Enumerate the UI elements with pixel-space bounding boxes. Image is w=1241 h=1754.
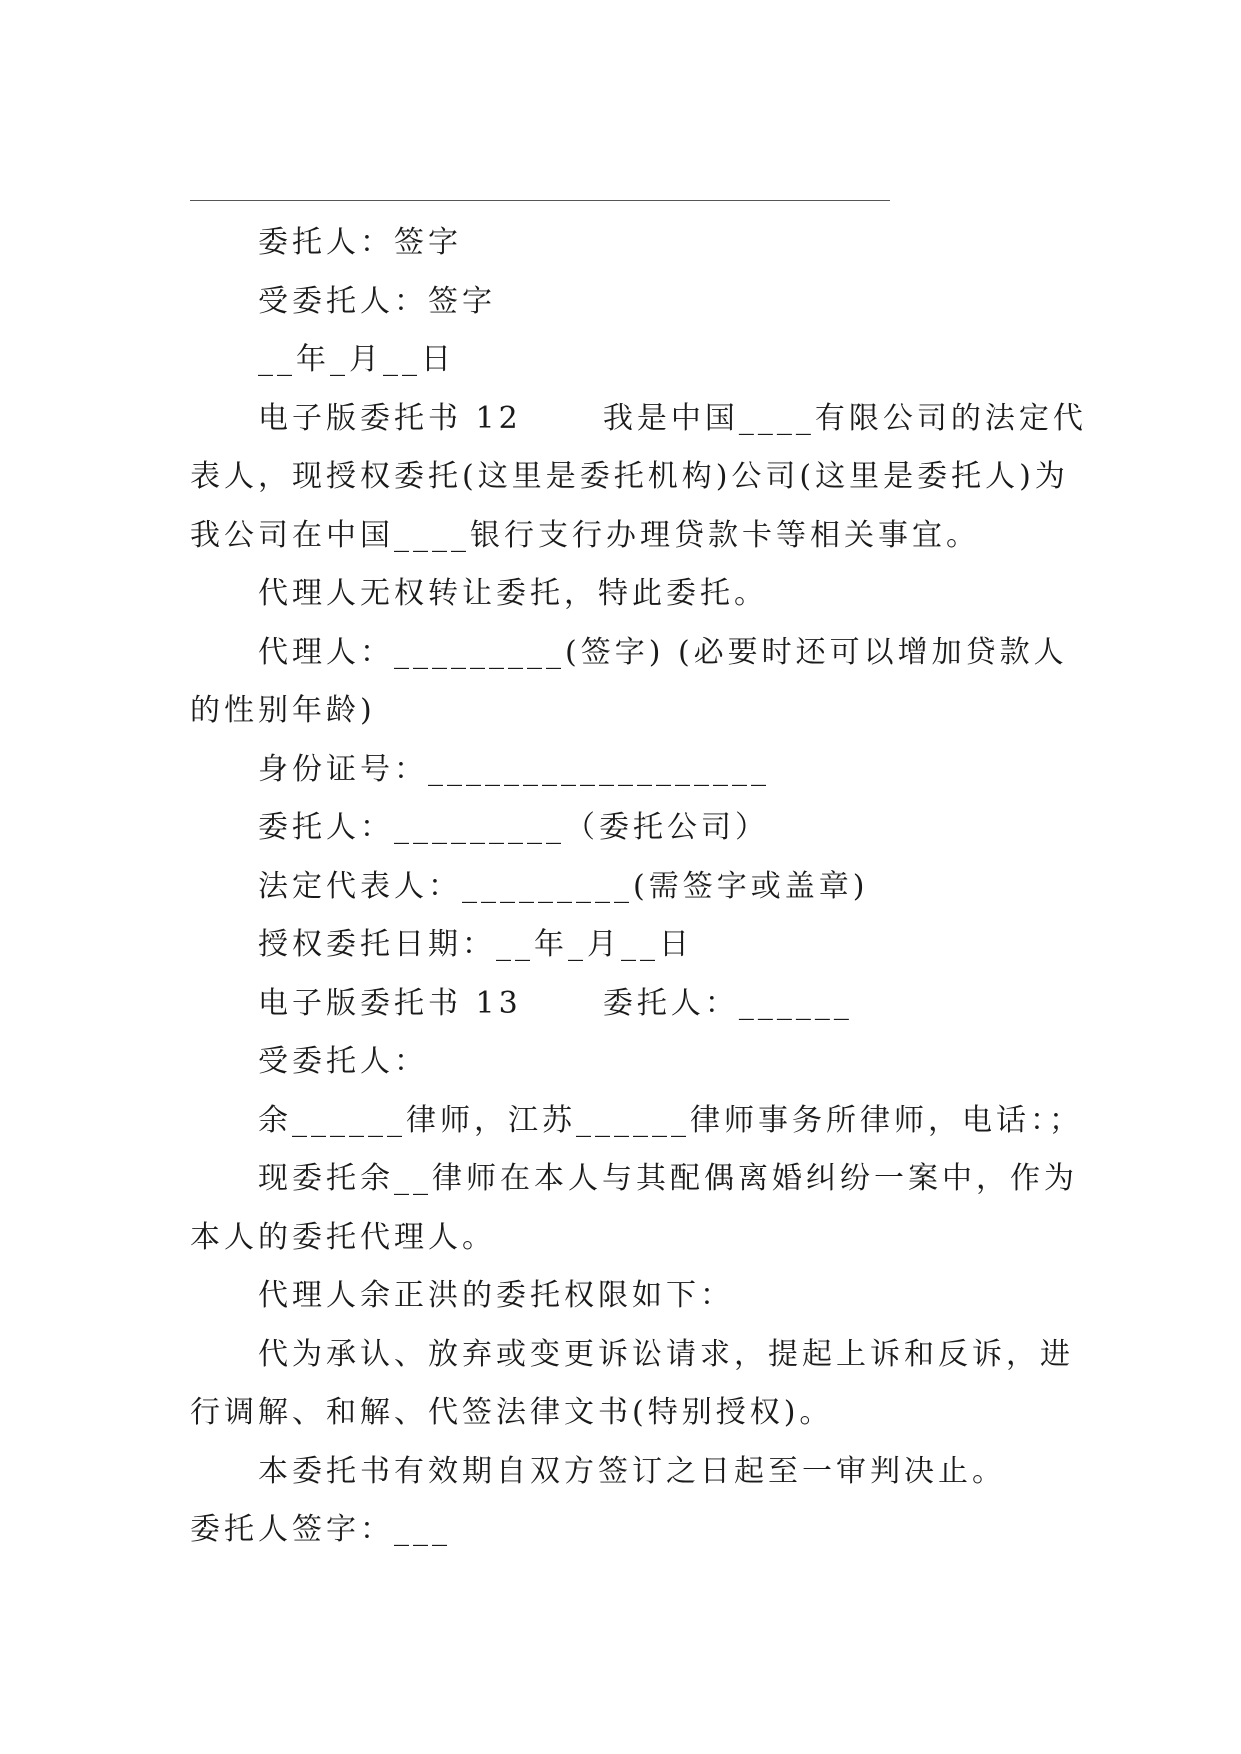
text-line: __年_月__日	[258, 342, 455, 377]
text-line: 电子版委托书 12 我是中国____有限公司的法定代	[258, 400, 1087, 436]
text-line: 我公司在中国____银行支行办理贷款卡等相关事宜。	[190, 517, 980, 553]
text-line: 受委托人：	[258, 1044, 428, 1079]
document-body	[190, 214, 1087, 1560]
top-divider	[190, 200, 890, 201]
text-line: 法定代表人：_________(需签字或盖章)	[258, 868, 869, 904]
text-line: 本委托书有效期自双方签订之日起至一审判决止。	[258, 1453, 1006, 1489]
text-line: 受委托人：签字	[258, 283, 496, 319]
text-line: 代理人无权转让委托，特此委托。	[258, 576, 768, 611]
text-line: 代理人：_________(签字) (必要时还可以增加贷款人	[258, 634, 1068, 670]
text-line: 委托人：_________（委托公司）	[258, 810, 769, 845]
text-line: 的性别年龄)	[190, 693, 376, 728]
text-line: 委托人：签字	[258, 225, 462, 260]
text-line: 代理人余正洪的委托权限如下：	[258, 1278, 734, 1313]
text-line: 委托人签字：___	[190, 1512, 451, 1547]
text-line: 电子版委托书 13 委托人：______	[258, 985, 853, 1021]
text-line: 授权委托日期：__年_月__日	[258, 927, 693, 962]
text-line: 身份证号：__________________	[258, 751, 770, 787]
text-line: 代为承认、放弃或变更诉讼请求，提起上诉和反诉，进	[258, 1336, 1074, 1372]
text-line: 现委托余__律师在本人与其配偶离婚纠纷一案中，作为	[258, 1161, 1078, 1196]
text-line: 本人的委托代理人。	[190, 1219, 496, 1255]
text-line: 行调解、和解、代签法律文书(特别授权)。	[190, 1395, 834, 1430]
text-line: 表人，现授权委托(这里是委托机构)公司(这里是委托人)为	[190, 459, 1069, 494]
text-line: 余______律师，江苏______律师事务所律师，电话：；	[258, 1102, 1083, 1138]
